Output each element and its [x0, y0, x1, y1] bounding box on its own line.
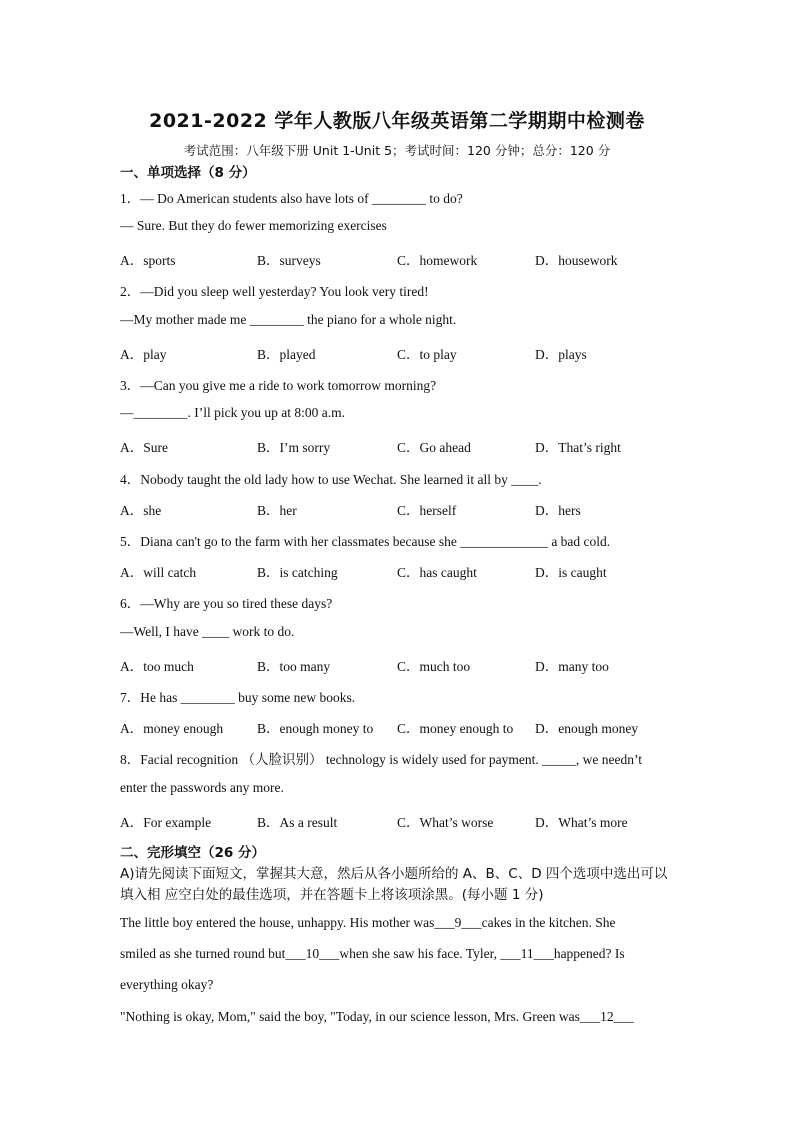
question-text: 4．Nobody taught the old lady how to use Wechat. She learned it all by ____.	[120, 472, 542, 487]
question-text: 2．—Did you sleep well yesterday? You look very tired!	[120, 284, 429, 299]
option-b[interactable]: B．I’m sorry	[257, 440, 331, 455]
passage-line: "Nothing is okay, Mom," said the boy, "Today, in our science lesson, Mrs. Green was___12___	[120, 1009, 634, 1024]
question-text: 7．He has ________ buy some new books.	[120, 690, 356, 705]
option-d[interactable]: D．That’s right	[535, 440, 621, 455]
question-text: 1．— Do American students also have lots of ________ to do?	[120, 191, 463, 206]
option-a[interactable]: A．sports	[120, 253, 176, 268]
option-d[interactable]: D．is caught	[535, 565, 607, 580]
option-c[interactable]: C．herself	[397, 503, 457, 518]
section-heading-single-choice: 一、单项选择（8 分）	[120, 165, 256, 181]
option-d[interactable]: D．enough money	[535, 721, 639, 736]
option-b[interactable]: B．As a result	[257, 815, 338, 830]
question-text: —Well, I have ____ work to do.	[120, 624, 295, 639]
option-d[interactable]: D．many too	[535, 659, 609, 674]
option-a[interactable]: A．money enough	[120, 721, 224, 736]
question-text: —My mother made me ________ the piano for a whole night.	[120, 312, 457, 327]
option-d[interactable]: D．What’s more	[535, 815, 628, 830]
option-a[interactable]: A．she	[120, 503, 162, 518]
option-c[interactable]: C．much too	[397, 659, 471, 674]
section-heading-cloze: 二、完形填空（26 分）	[120, 845, 265, 861]
question-text: — Sure. But they do fewer memorizing exercises	[120, 218, 387, 233]
option-a[interactable]: A．Sure	[120, 440, 168, 455]
option-b[interactable]: B．surveys	[257, 253, 321, 268]
page-title: 2021-2022 学年人教版八年级英语第二学期期中检测卷	[149, 110, 645, 132]
option-d[interactable]: D．hers	[535, 503, 581, 518]
passage-line: everything okay?	[120, 977, 214, 992]
option-a[interactable]: A．too much	[120, 659, 194, 674]
option-c[interactable]: C．money enough to	[397, 721, 514, 736]
option-c[interactable]: C．Go ahead	[397, 440, 471, 455]
option-a[interactable]: A．For example	[120, 815, 212, 830]
passage-line: smiled as she turned round but___10___when she saw his face. Tyler, ___11___happened? Is	[120, 946, 625, 961]
option-b[interactable]: B．her	[257, 503, 297, 518]
cloze-instruction: A)请先阅读下面短文，掌握其大意，然后从各小题所给的 A、B、C、D 四个选项中选出可以填入相 应空白处的最佳选项，并在答题卡上将该项涂黑。(每小题 1 分)	[120, 866, 668, 903]
option-c[interactable]: C．homework	[397, 253, 478, 268]
passage-line: The little boy entered the house, unhappy. His mother was___9___cakes in the kitchen. She	[120, 915, 616, 930]
option-b[interactable]: B．played	[257, 347, 316, 362]
question-text: enter the passwords any more.	[120, 780, 284, 795]
question-text: 5．Diana can't go to the farm with her classmates because she _____________ a bad cold.	[120, 534, 611, 549]
question-text: 3．—Can you give me a ride to work tomorrow morning?	[120, 378, 437, 393]
question-text: 6．—Why are you so tired these days?	[120, 596, 333, 611]
option-d[interactable]: D．plays	[535, 347, 587, 362]
option-b[interactable]: B．is catching	[257, 565, 338, 580]
option-c[interactable]: C．What’s worse	[397, 815, 494, 830]
option-a[interactable]: A．will catch	[120, 565, 197, 580]
question-text: 8．Facial recognition （人脸识别） technology is widely used for payment. _____, we needn’t	[120, 752, 643, 767]
question-text: —________. I’ll pick you up at 8:00 a.m.	[120, 405, 345, 420]
option-d[interactable]: D．housework	[535, 253, 618, 268]
option-c[interactable]: C．has caught	[397, 565, 477, 580]
option-c[interactable]: C．to play	[397, 347, 457, 362]
option-b[interactable]: B．enough money to	[257, 721, 374, 736]
exam-info: 考试范围：八年级下册 Unit 1-Unit 5；考试时间：120 分钟；总分：120 分	[183, 143, 611, 158]
option-b[interactable]: B．too many	[257, 659, 331, 674]
option-a[interactable]: A．play	[120, 347, 167, 362]
